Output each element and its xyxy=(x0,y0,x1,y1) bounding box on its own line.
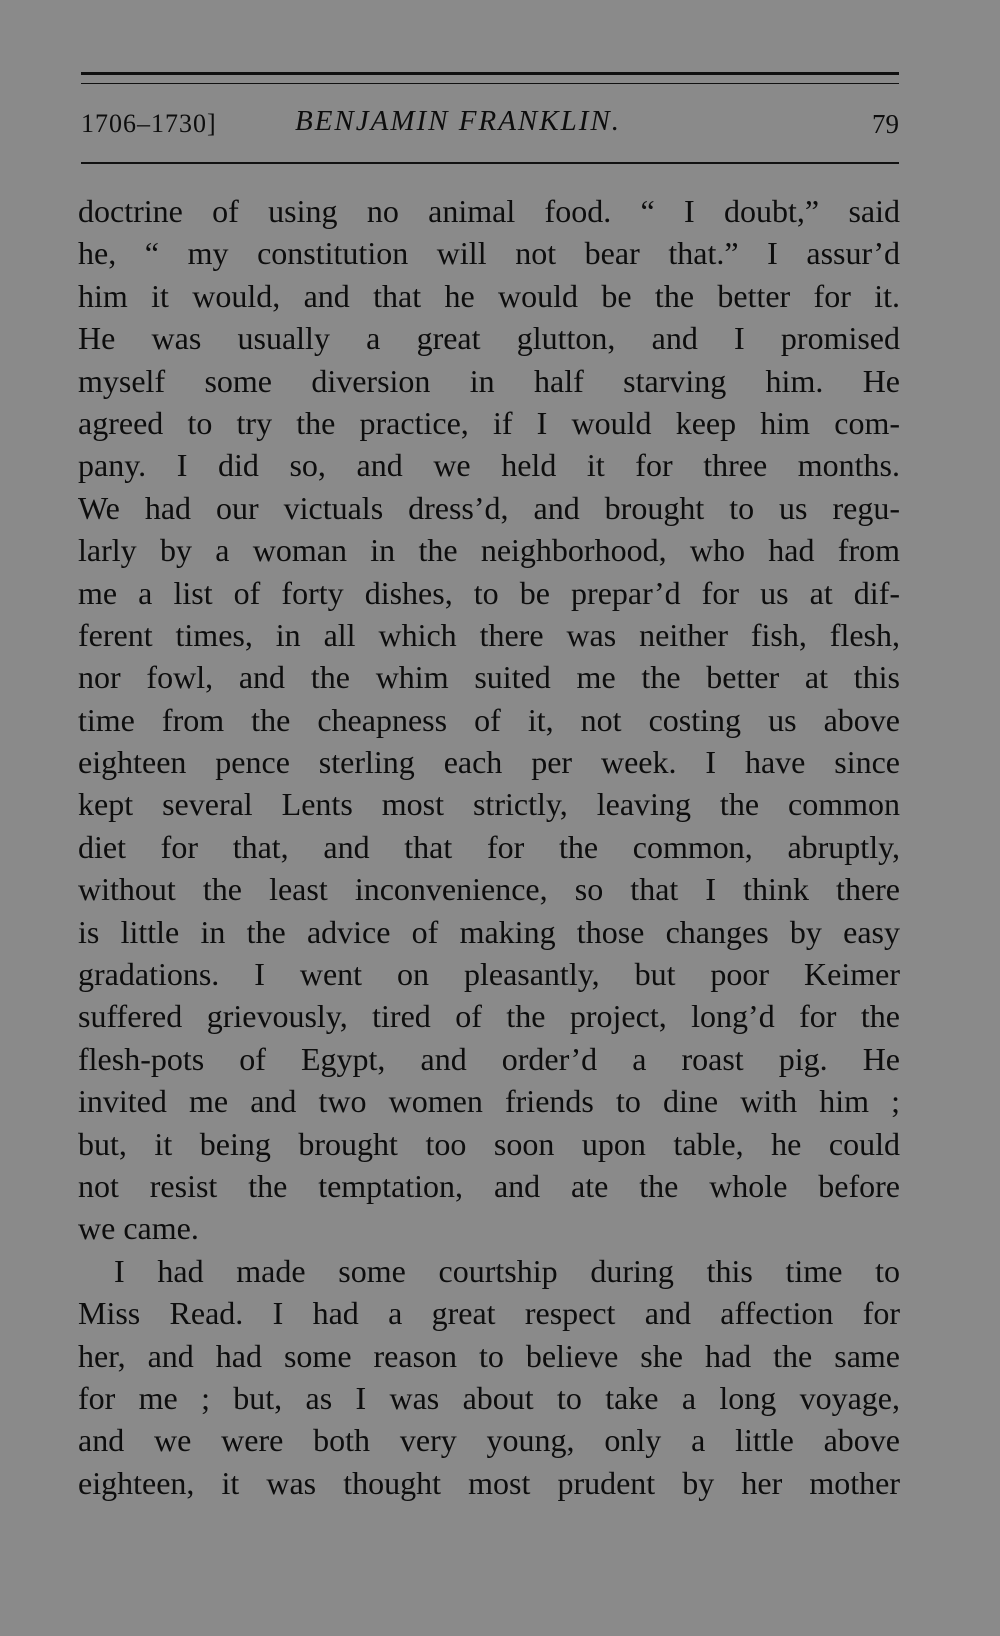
text-line: nor fowl, and the whim suited me the better at this xyxy=(78,659,900,696)
text-line: doctrine of using no animal food. “ I doubt,” said xyxy=(78,193,900,229)
text-line: larly by a woman in the neighborhood, who had from xyxy=(78,532,900,569)
text-line: Miss Read. I had a great respect and affection for xyxy=(78,1295,900,1332)
text-line: him it would, and that he would be the better for it. xyxy=(78,277,900,314)
text-line: myself some diversion in half starving him. He xyxy=(78,362,900,399)
text-line: without the least inconvenience, so that I think there xyxy=(78,871,900,908)
paragraph-start-line: I had made some courtship during this time to xyxy=(114,1252,900,1289)
text-line: flesh-pots of Egypt, and order’d a roast pig. He xyxy=(78,1040,900,1077)
text-line: agreed to try the practice, if I would keep him com- xyxy=(78,404,900,441)
text-line: not resist the temptation, and ate the whole before xyxy=(78,1167,900,1204)
text-line: invited me and two women friends to dine with him ; xyxy=(78,1083,900,1120)
paragraph-end-line: we came. xyxy=(78,1210,199,1247)
text-line: We had our victuals dress’d, and brought to us regu- xyxy=(78,489,900,526)
header-underline-rule xyxy=(81,162,899,164)
text-line: eighteen pence sterling each per week. I have since xyxy=(78,744,900,781)
text-line: and we were both very young, only a little above xyxy=(78,1422,900,1459)
text-line: pany. I did so, and we held it for three months. xyxy=(78,447,900,484)
text-line: kept several Lents most strictly, leaving the common xyxy=(78,786,900,823)
text-line: her, and had some reason to believe she had the same xyxy=(78,1337,900,1374)
text-line: gradations. I went on pleasantly, but poor Keimer xyxy=(78,956,900,993)
text-line: is little in the advice of making those changes by easy xyxy=(78,913,900,950)
running-head-title: BENJAMIN FRANKLIN. xyxy=(295,105,621,137)
text-line: eighteen, it was thought most prudent by her mother xyxy=(78,1464,900,1501)
page-number: 79 xyxy=(872,109,899,139)
body-text xyxy=(78,190,900,1504)
text-line: diet for that, and that for the common, abruptly, xyxy=(78,828,900,865)
text-line: time from the cheapness of it, not costing us above xyxy=(78,701,900,738)
text-line: ferent times, in all which there was neither fish, flesh, xyxy=(78,616,900,653)
running-head xyxy=(81,103,899,143)
text-line: suffered grievously, tired of the project, long’d for the xyxy=(78,998,900,1035)
text-line: He was usually a great glutton, and I promised xyxy=(78,320,900,357)
text-line: for me ; but, as I was about to take a long voyage, xyxy=(78,1379,900,1416)
text-line: but, it being brought too soon upon table, he could xyxy=(78,1125,900,1162)
running-head-dates: 1706–1730] xyxy=(81,109,217,138)
text-line: he, “ my constitution will not bear that.” I assur’d xyxy=(78,235,900,272)
header-rule-thick xyxy=(81,72,899,75)
text-line: me a list of forty dishes, to be prepar’d for us at dif- xyxy=(78,574,900,611)
header-rule-thin xyxy=(81,83,899,84)
